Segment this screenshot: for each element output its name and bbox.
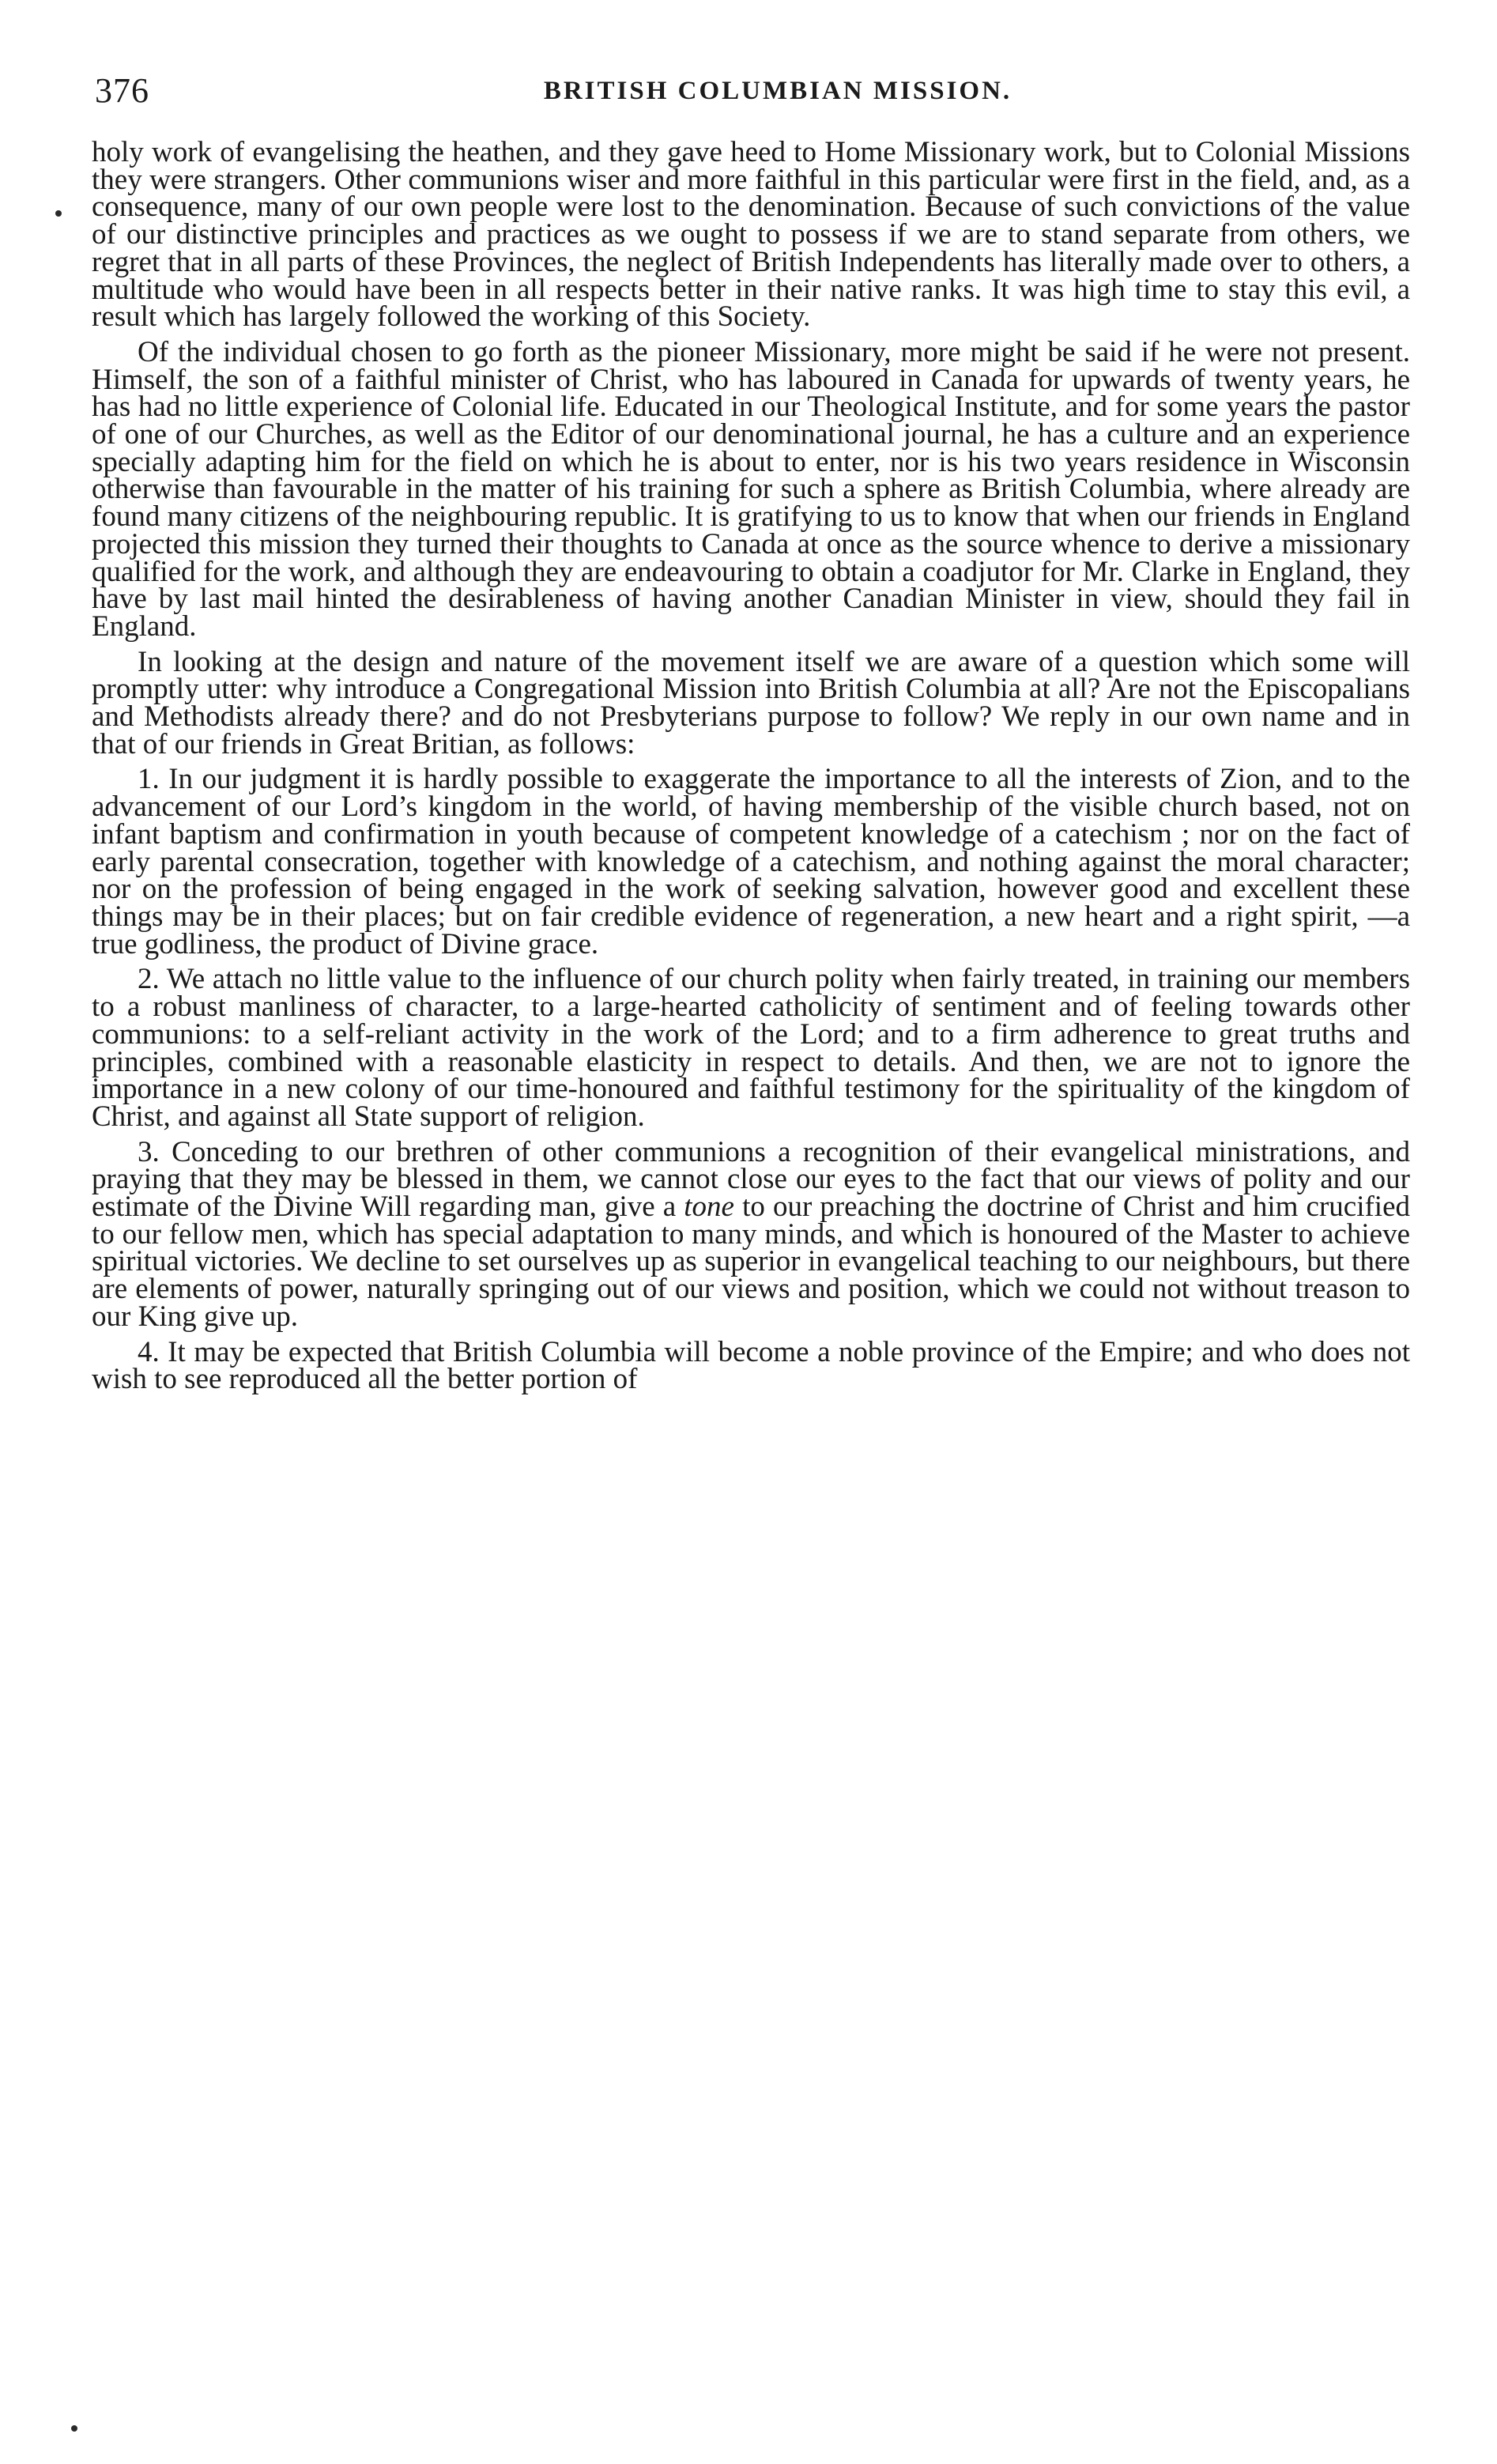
paragraph-missionary: Of the individual chosen to go forth as the pioneer Missionary, more might be said if he were not present. Himself, the son of a faithful minister of Christ, who has laboured in Canada for upwards of twenty years, he has had no little experience of Colonial life. Educated in our Theological Institute, and for some years the pastor of one of our Churches, as well as the Editor of our denominational journal, he has a culture and an experience specially adapting him for the field on which he is about to enter, nor is his two years residence in Wisconsin otherwise than favourable in the matter of his training for such a sphere as British Columbia, where already are found many citizens of the neighbouring republic. It is gratifying to us to know that when our friends in England projected this mission they turned their thoughts to Canada at once as the source whence to derive a missionary qualified for the work, and although they are endeavouring to obtain a coadjutor for Mr. Clarke in England, they have by last mail hinted the desirableness of having another Canadian Minister in view, should they fail in England. bbox=[92, 335, 1410, 643]
margin-speck bbox=[55, 210, 62, 217]
paragraph-point-4: 4. It may be expected that British Columbia will become a noble province of the Empire; and who does not wish to see reproduced all the better portion of bbox=[92, 1335, 1410, 1396]
running-title: BRITISH COLUMBIAN MISSION. bbox=[543, 77, 1012, 105]
paragraph-point-1: 1. In our judgment it is hardly possible to exaggerate the importance to all the interests of Zion, and to the advancement of our Lord’s kingdom in the world, of having membership of the visible church based, not on infant baptism and confirmation in youth because of competent knowledge of a catechism ; nor on the fact of early parental consecration, together with knowledge of a catechism, and nothing against the moral character; nor on the profession of being engaged in the work of seeking salvation, however good and excellent these things may be in their places; but on fair credible evidence of regeneration, a new heart and a right spirit, —a true godliness, the product of Divine grace. bbox=[92, 763, 1410, 960]
paragraph-design-question: In looking at the design and nature of the movement itself we are aware of a question which some will promptly utter: why introduce a Congregational Mission into British Columbia at all? Are not the Episcopalians and Methodists already there? and do not Presbyterians purpose to follow? We reply in our own name and in that of our friends in Great Britian, as follows: bbox=[92, 645, 1410, 760]
italic-word: tone bbox=[684, 1190, 734, 1224]
running-head bbox=[95, 67, 1405, 115]
page-number: 376 bbox=[95, 71, 149, 110]
paragraph-point-3-rest: to our preaching the doctrine of Christ and him crucified to our fellow men, which has special adaptation to many minds, and which is honoured of the Master to achieve spiritual victories. We decline to set ourselves up as superior in evangelical teaching to our neighbours, but there are elements of power, naturally springing out of our views and position, which we could not without treason to our King give up. bbox=[92, 1190, 1411, 1333]
margin-speck bbox=[71, 2425, 77, 2432]
body-text bbox=[92, 136, 1411, 1396]
paragraph-point-3-start: 3. Conceding to our brethren of other communions a recognition of their evangelical ministrations, and praying that they may be blessed in them, we cannot close our eyes to the fact that our views of polity and our estimate of the Divine Will regarding man, give a bbox=[92, 1135, 1410, 1224]
paragraph-point-3 bbox=[92, 1135, 1411, 1333]
paragraph-point-2: 2. We attach no little value to the influence of our church polity when fairly treated, in training our members to a robust manliness of character, to a large-hearted catholicity of sentiment and of feeling towards other communions: to a self-reliant activity in the work of the Lord; and to a firm adherence to great truths and principles, combined with a reasonable elasticity in respect to details. And then, we are not to ignore the importance in a new colony of our time-honoured and faithful testimony for the spirituality of the kingdom of Christ, and against all State support of religion. bbox=[92, 963, 1410, 1133]
paragraph-continuation: holy work of evangelising the heathen, and they gave heed to Home Missionary work, but to Colonial Missions they were strangers. Other communions wiser and more faithful in this particular were first in the field, and, as a consequence, many of our own people were lost to the denomination. Because of such convictions of the value of our distinctive principles and practices as we ought to possess if we are to stand separate from others, we regret that in all parts of these Provinces, the neglect of British Independents has literally made over to others, a multitude who would have been in all respects better in their native ranks. It was high time to stay this evil, a result which has largely followed the working of this Society. bbox=[92, 136, 1410, 334]
